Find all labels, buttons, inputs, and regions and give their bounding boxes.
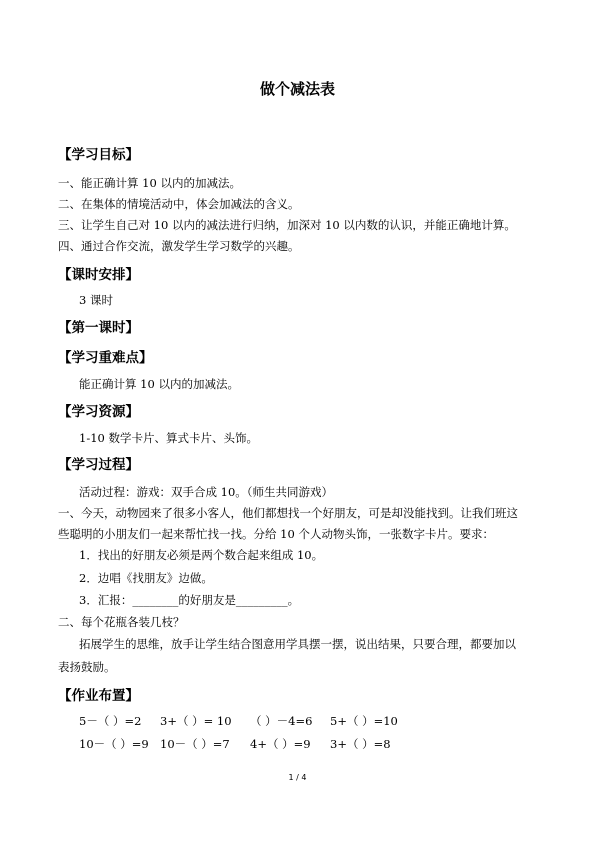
process-line: 表扬鼓励。 [58,660,116,674]
homework-item: 4+（ ）=9 [250,737,311,751]
homework-item: 10－（ ）=7 [160,737,230,751]
resources-text: 1-10 数学卡片、算式卡片、头饰。 [79,431,258,445]
goal-item: 一、能正确计算 10 以内的加减法。 [58,176,241,190]
heading-resources: 【学习资源】 [58,404,139,420]
homework-item: 3+（ ）=8 [330,737,391,751]
page-number: 1 / 4 [288,773,307,782]
goal-item: 二、在集体的情境活动中，体会加减法的含义。 [58,197,300,211]
homework-item: 5－（ ）=2 [79,714,142,728]
heading-homework: 【作业布置】 [58,688,139,704]
heading-schedule: 【课时安排】 [58,267,139,283]
key-points-text: 能正确计算 10 以内的加减法。 [79,377,239,391]
homework-item: 5+（ ）=10 [330,714,398,728]
homework-item: （ ）－4=6 [250,714,313,728]
goal-item: 三、让学生自己对 10 以内的减法进行归纳，加深对 10 以内数的认识，并能正确地计算。 [58,218,516,232]
process-line: 二、每个花瓶各装几枝？ [58,615,185,629]
homework-item: 10－（ ）=9 [79,737,149,751]
heading-process: 【学习过程】 [58,457,139,473]
process-line: 1．找出的好朋友必须是两个数合起来组成 10。 [79,548,324,562]
homework-item: 3+（ ）= 10 [160,714,232,728]
process-line: 3．汇报：________的好朋友是_________。 [79,593,300,607]
heading-lesson1: 【第一课时】 [58,320,139,336]
process-line: 2．边唱《找朋友》边做。 [79,571,213,585]
heading-key-points: 【学习重难点】 [58,350,153,366]
page-title: 做个减法表 [259,80,335,98]
process-line: 些聪明的小朋友们一起来帮忙找一找。分给 10 个人动物头饰，一张数字卡片。要求： [58,527,494,541]
schedule-text: 3 课时 [79,293,113,307]
heading-goals: 【学习目标】 [58,147,139,163]
process-line: 拓展学生的思维，放手让学生结合图意用学具摆一摆，说出结果，只要合理，都要加以 [79,637,516,651]
process-line: 活动过程：游戏：双手合成 10。（师生共同游戏） [79,485,334,499]
goal-item: 四、通过合作交流，激发学生学习数学的兴趣。 [58,239,300,253]
process-line: 一、今天，动物园来了很多小客人，他们都想找一个好朋友，可是却没能找到。让我们班这 [58,506,518,520]
